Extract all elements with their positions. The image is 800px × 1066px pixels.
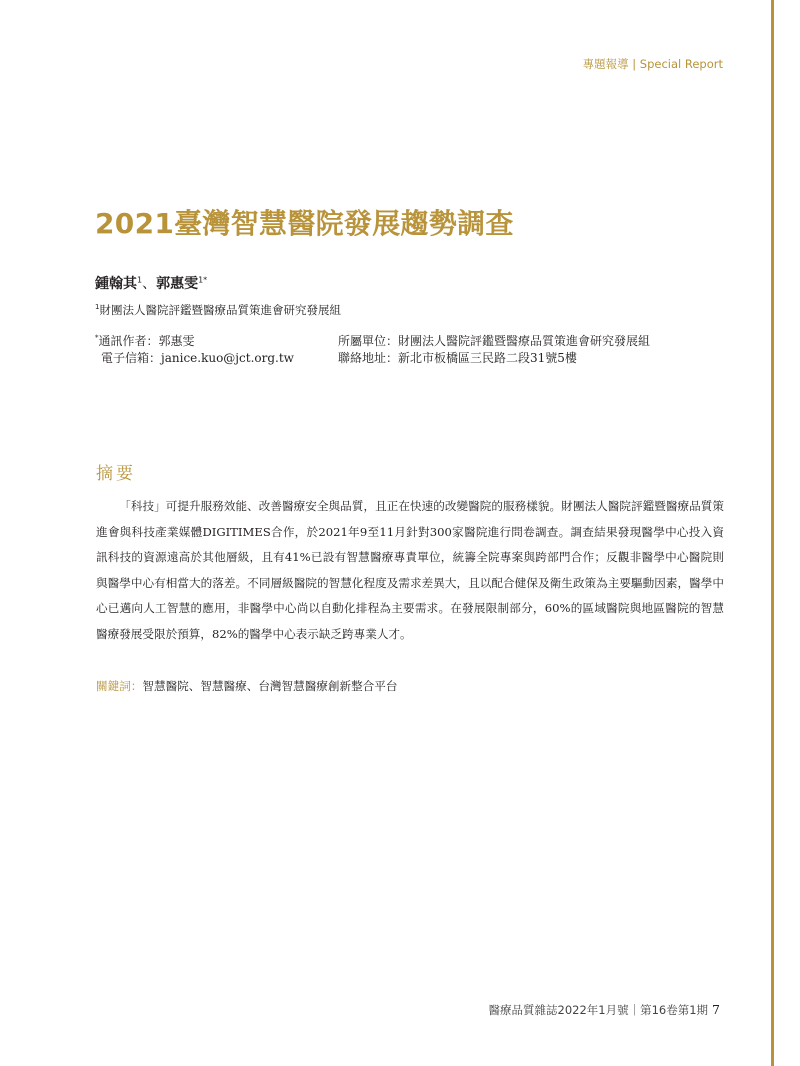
page-number: 7	[712, 1002, 720, 1017]
author-affiliation-mark: 1	[137, 275, 143, 285]
author-name: 郭惠雯	[156, 276, 199, 292]
keywords-label: 關鍵詞：	[96, 679, 143, 693]
author-affiliation-mark: 1*	[198, 275, 208, 285]
article-title: 2021臺灣智慧醫院發展趨勢調查	[95, 207, 514, 240]
page-footer	[489, 1002, 721, 1018]
abstract-body: 「科技」可提升服務效能、改善醫療安全與品質，且正在快速的改變醫院的服務樣貌。財團法人醫院評鑑暨醫療品質策進會與科技產業媒體DIGITIMES合作，於2021年9至11月針對300家醫院進行問卷調查。調查結果發現醫學中心投入資訊科技的資源遠高於其他層級，且有41%已設有智慧醫療專責單位，統籌全院專案與跨部門合作；反觀非醫學中心醫院則與醫學中心有相當大的落差。不同層級醫院的智慧化程度及需求差異大，且以配合健保及衛生政策為主要驅動因素，醫學中心已邁向人工智慧的應用，非醫學中心尚以自動化排程為主要需求。在發展限制部分，60%的區域醫院與地區醫院的智慧醫療發展受限於預算，82%的醫學中心表示缺乏跨專業人才。	[96, 499, 724, 641]
page-edge-bar	[771, 0, 774, 1066]
mailing-address: 聯絡地址：新北市板橋區三民路二段31號5樓	[338, 351, 577, 365]
affiliation-mark: 1	[95, 303, 100, 312]
journal-issue: 醫療品質雜誌2022年1月號｜第16卷第1期	[488, 1003, 709, 1017]
contact-left	[95, 333, 294, 367]
affiliation	[95, 302, 341, 318]
abstract-heading: 摘要	[96, 464, 136, 484]
affiliation-text: 財團法人醫院評鑑暨醫療品質策進會研究發展組	[99, 303, 341, 317]
author-list	[95, 273, 207, 293]
keywords-text: 智慧醫院、智慧醫療、台灣智慧醫療創新整合平台	[142, 679, 398, 693]
corresponding-mark: *	[95, 334, 99, 342]
section-header: 專題報導 | Special Report	[582, 57, 723, 71]
corresponding-author: 通訊作者：郭惠雯	[98, 334, 195, 348]
author-name: 鍾翰其	[95, 276, 137, 292]
author-separator: 、	[142, 276, 157, 292]
email: 電子信箱：janice.kuo@jct.org.tw	[101, 351, 294, 365]
keywords	[96, 678, 397, 694]
contact-right	[338, 333, 650, 367]
affiliated-unit: 所屬單位：財團法人醫院評鑑暨醫療品質策進會研究發展組	[338, 334, 651, 348]
